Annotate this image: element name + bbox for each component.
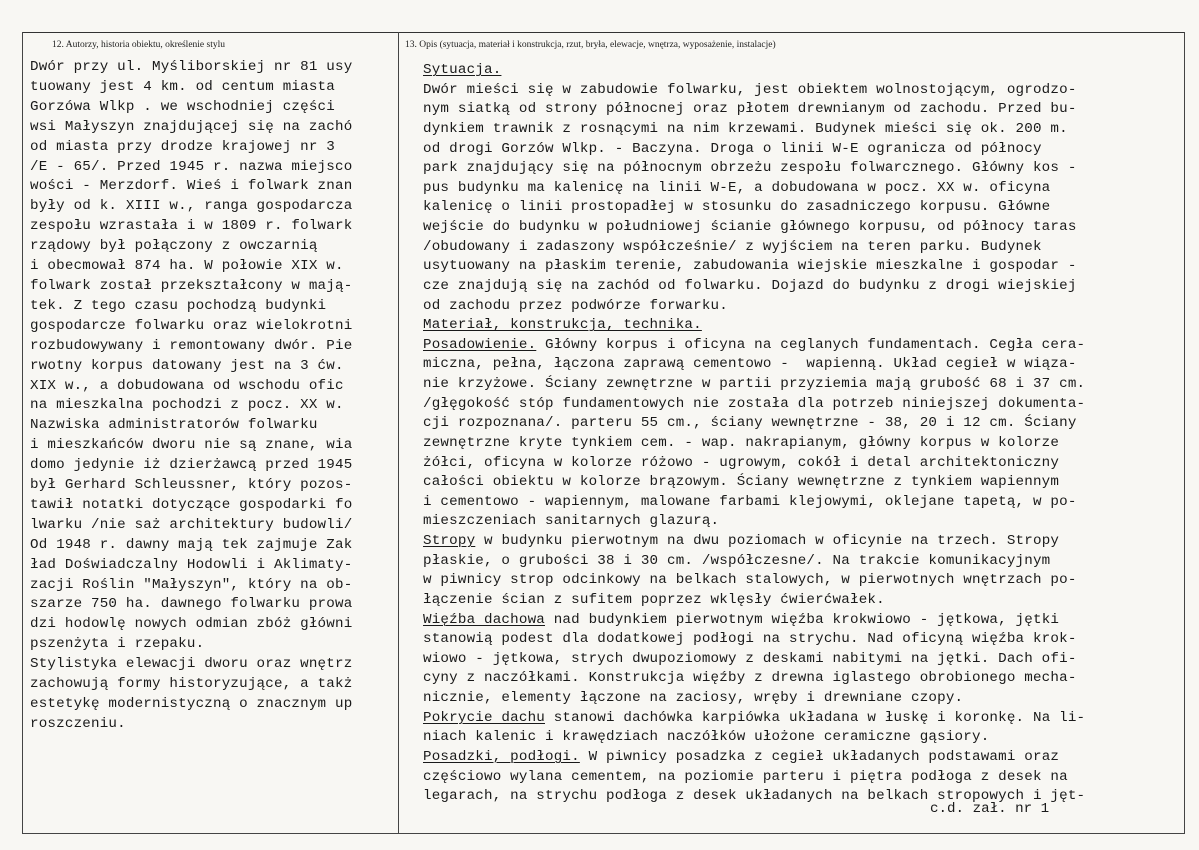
history-text-line: rozbudowywany i remontowany dwór. Pie xyxy=(30,337,353,354)
history-text-line: XIX w., a dobudowana od wschodu ofic xyxy=(30,377,344,394)
history-text-line: był Gerhard Schleussner, który pozos- xyxy=(30,477,353,494)
description-text-line xyxy=(423,198,1165,218)
line-text: kalenicę o linii prostopadłej w stosunku do zasadniczego korpusu. Główne xyxy=(423,199,1051,216)
line-text: w budynku pierwotnym na dwu poziomach w oficynie na trzech. Stropy xyxy=(475,533,1060,549)
history-text-line: były od k. XIII w., ranga gospodarcza xyxy=(30,198,353,215)
description-text-line xyxy=(423,140,1165,160)
description-text-line xyxy=(423,669,1165,689)
history-text-line: zachowują formy historyzujące, a takż xyxy=(30,676,353,693)
line-text: niach kalenic i krawędziach naczółków ułożone ceramiczne gąsiory. xyxy=(423,729,990,746)
description-text-line xyxy=(423,100,1165,120)
history-text-line: folwark został przekształcony w mają- xyxy=(30,277,353,294)
line-text: cze znajdują się na zachód od folwarku. Dojazd do budynku z drogi wiejskiej xyxy=(423,277,1077,294)
line-text: stanowią podest dla dodatkowej podłogi na strychu. Nad oficyną więźba krok- xyxy=(423,631,1077,648)
description-text-line xyxy=(423,493,1165,513)
line-text: i cementowo - wapiennym, malowane farbami klejowymi, oklejane tapetą, w po- xyxy=(423,493,1077,510)
description-text-line xyxy=(423,454,1165,474)
history-text-line: ład Doświadczalny Hodowli i Aklimaty- xyxy=(30,556,353,573)
line-text: pus budynku ma kalenicę na linii W-E, a dobudowana w pocz. XX w. oficyna xyxy=(423,179,1051,196)
history-text-line: gospodarcze folwarku oraz wielokrotni xyxy=(30,317,353,334)
history-text-line: rządowy był połączony z owczarnią xyxy=(30,238,318,255)
subsection-heading: Pokrycie dachu xyxy=(423,709,545,726)
description-text-line xyxy=(423,532,1165,552)
frame-bottom-line xyxy=(22,833,1185,834)
line-text: cyny z naczółkami. Konstrukcja więźby z drewna iglastego obrobionego mecha- xyxy=(423,670,1077,687)
description-text-line xyxy=(423,61,1165,81)
line-text: W piwnicy posadzka z cegieł układanych podstawami oraz xyxy=(579,748,1060,765)
history-text-line: /E - 65/. Przed 1945 r. nazwa miejsco xyxy=(30,158,353,175)
line-text: zewnętrzne kryte tynkiem cem. - wap. nakrapianym, główny korpus w kolorze xyxy=(423,434,1060,451)
description-text-line xyxy=(423,375,1165,395)
description-text-line xyxy=(423,434,1165,454)
description-text-line xyxy=(423,218,1165,238)
description-text-line xyxy=(423,355,1165,375)
description-text-line xyxy=(423,179,1165,199)
line-text: od zachodu przez podwórze forwarku. xyxy=(423,297,728,314)
line-text: wejście do budynku w południowej ścianie głównego korpusu, od północy taras xyxy=(423,219,1077,235)
history-text-line: dzi hodowlę nowych odmian zbóż główni xyxy=(30,616,353,633)
description-text-column xyxy=(423,61,1165,807)
line-text: w piwnicy strop odcinkowy na belkach stalowych, w pierwotnych wnętrzach po- xyxy=(423,572,1077,589)
line-text: mieszczeniach sanitarnych glazurą. xyxy=(423,513,720,530)
line-text: usytuowany na płaskim terenie, zabudowania wiejskie mieszkalne i gospodar - xyxy=(423,258,1077,275)
line-text: Dwór mieści się w zabudowie folwarku, jest obiektem wolnostojącym, ogrodzo- xyxy=(423,81,1077,98)
history-text-line: wości - Merzdorf. Wieś i folwark znan xyxy=(30,178,353,195)
history-text-line: Dwór przy ul. Myśliborskiej nr 81 usy xyxy=(30,59,353,75)
description-text-line xyxy=(423,277,1165,297)
history-text-line: i obecmował 874 ha. W połowie XIX w. xyxy=(30,258,344,275)
line-text: cji rozpoznana/. parteru 55 cm., ściany wewnętrzne - 38, 20 i 12 cm. Ściany xyxy=(423,415,1077,432)
history-text-line: zacji Roślin "Małyszyn", który na ob- xyxy=(30,576,353,593)
description-text-line xyxy=(423,748,1165,768)
description-text-line xyxy=(423,473,1165,493)
line-text: łączenie ścian z sufitem poprzez wklęsły ćwierćwałek. xyxy=(423,591,885,608)
description-text-line xyxy=(423,591,1165,611)
section-13-header: 13. Opis (sytuacja, materiał i konstrukcja, rzut, bryła, elewacje, wnętrza, wyposażenie, instalacje) xyxy=(405,40,776,50)
description-text-line xyxy=(423,297,1165,317)
history-text-line: pszenżyta i rzepaku. xyxy=(30,636,205,653)
description-text-line xyxy=(423,414,1165,434)
line-text: całości obiektu w kolorze brązowym. Ściany wewnętrzne z tynkiem wapiennym xyxy=(423,474,1060,491)
history-text-line: lwarku /nie saż architektury budowli/ xyxy=(30,516,353,533)
line-text: żółci, oficyna w kolorze różowo - ugrowym, cokół i detal architektoniczny xyxy=(423,454,1060,471)
history-text-line: od miasta przy drodze krajowej nr 3 xyxy=(30,138,335,155)
line-text: nym siatką od strony północnej oraz płotem drewnianym od zachodu. Przed bu- xyxy=(423,101,1077,118)
line-text: płaskie, o grubości 38 i 30 cm. /współczesne/. Na trakcie komunikacyjnym xyxy=(423,552,1051,569)
continuation-note: c.d. zał. nr 1 xyxy=(930,801,1050,817)
history-text-line: szarze 750 ha. dawnego folwarku prowa xyxy=(30,596,353,613)
history-text-line: Od 1948 r. dawny mają tek zajmuje Zak xyxy=(30,536,353,553)
line-text: /obudowany i zadaszony współcześnie/ z wyjściem na teren parku. Budynek xyxy=(423,238,1042,255)
description-text-line xyxy=(423,787,1165,807)
line-text: /głęgokość stóp fundamentowych nie została dla potrzeb niniejszej dokumenta- xyxy=(423,395,1086,412)
history-text-line: i mieszkańców dworu nie są znane, wia xyxy=(30,437,353,454)
history-text-column xyxy=(30,58,396,735)
description-text-line xyxy=(423,709,1165,729)
history-text-line: wsi Małyszyn znajdującej się na zachó xyxy=(30,118,353,135)
description-text-line xyxy=(423,630,1165,650)
description-text-line xyxy=(423,650,1165,670)
line-text: częściowo wylana cementem, na poziomie parteru i piętra podłoga z desek na xyxy=(423,768,1068,785)
description-text-line xyxy=(423,316,1165,336)
frame-top-line xyxy=(22,32,1185,33)
history-text-line: estetykę modernistyczną o znacznym up xyxy=(30,696,353,712)
line-text: nad budynkiem pierwotnym więźba krokwiowo - jętkowa, jętki xyxy=(545,611,1060,628)
history-text-line: Stylistyka elewacji dworu oraz wnętrz xyxy=(30,656,353,673)
description-text-line xyxy=(423,552,1165,572)
line-text: nie krzyżowe. Ściany zewnętrzne w partii przyziemia mają grubość 68 i 37 cm. xyxy=(423,376,1086,392)
line-text: wiowo - jętkowa, strych dwupoziomowy z deskami nabitymi na jętki. Dach ofi- xyxy=(423,650,1077,667)
history-text-line: Gorzówa Wlkp . we wschodniej części xyxy=(30,98,335,115)
section-12-header: 12. Autorzy, historia obiektu, określenie stylu xyxy=(52,40,225,50)
line-text: nicznie, elementy łączone na zaciosy, wręby i drewniane czopy. xyxy=(423,690,964,706)
frame-right-line xyxy=(1184,32,1185,834)
description-text-line xyxy=(423,728,1165,748)
history-text-line: domo jedynie iż dzierżawcą przed 1945 xyxy=(30,457,353,474)
column-divider xyxy=(398,32,399,834)
history-text-line: tuowany jest 4 km. od centum miasta xyxy=(30,78,335,95)
line-text: stanowi dachówka karpiówka układana w łuskę i koronkę. Na li- xyxy=(545,709,1086,726)
line-text: miczna, pełna, łączona zaprawą cementowo - wapienną. Układ cegieł w wiąza- xyxy=(423,356,1077,373)
history-text-line: rwotny korpus datowany jest na 3 ćw. xyxy=(30,357,344,374)
line-text: Główny korpus i oficyna na ceglanych fundamentach. Cegła cera- xyxy=(536,336,1086,353)
history-text-line: na mieszkalna pochodzi z pocz. XX w. xyxy=(30,397,344,414)
description-text-line xyxy=(423,81,1165,101)
description-text-line xyxy=(423,120,1165,140)
subsection-heading: Sytuacja. xyxy=(423,62,502,78)
line-text: dynkiem trawnik z rosnącymi na nim krzewami. Budynek mieści się ok. 200 m. xyxy=(423,120,1068,137)
history-text-line: Nazwiska administratorów folwarku xyxy=(30,417,318,434)
description-text-line xyxy=(423,238,1165,258)
description-text-line xyxy=(423,768,1165,788)
frame-left-line xyxy=(22,32,23,834)
description-text-line xyxy=(423,159,1165,179)
description-text-line xyxy=(423,395,1165,415)
history-text-line: roszczeniu. xyxy=(30,715,126,732)
subsection-heading: Materiał, konstrukcja, technika. xyxy=(423,317,702,334)
description-text-line xyxy=(423,257,1165,277)
description-text-line xyxy=(423,512,1165,532)
line-text: od drogi Gorzów Wlkp. - Baczyna. Droga o linii W-E ogranicza od północy xyxy=(423,140,1042,157)
line-text: legarach, na strychu podłoga z desek układanych na belkach stropowych i jęt- xyxy=(423,788,1086,805)
subsection-heading: Posadowienie. xyxy=(423,336,537,353)
subsection-heading: Stropy xyxy=(423,533,476,549)
subsection-heading: Posadzki, podłogi. xyxy=(423,748,580,765)
description-text-line xyxy=(423,689,1165,709)
history-text-line: tek. Z tego czasu pochodzą budynki xyxy=(30,297,327,314)
history-text-line: tawił notatki dotyczące gospodarki fo xyxy=(30,496,353,513)
description-text-line xyxy=(423,571,1165,591)
description-text-line xyxy=(423,611,1165,631)
history-text-line: zespołu wzrastała i w 1809 r. folwark xyxy=(30,218,353,235)
line-text: park znajdujący się na północnym obrzeżu zespołu folwarcznego. Główny kos - xyxy=(423,160,1077,177)
description-text-line xyxy=(423,336,1165,356)
subsection-heading: Więźba dachowa xyxy=(423,611,545,628)
